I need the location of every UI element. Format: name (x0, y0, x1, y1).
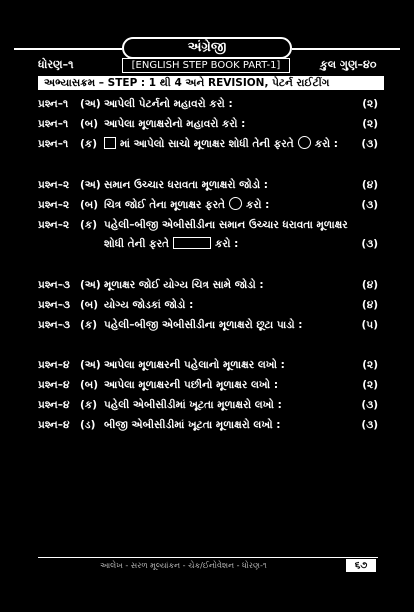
question-text (104, 236, 238, 252)
question-text-part: ચિત્ર જોઈ તેના મૂળાક્ષર ફરતે (104, 199, 225, 211)
question-row (38, 136, 378, 152)
question-sub: (બ) (80, 199, 99, 211)
footer-text: આલેખ - સરળ મૂલ્યાંકન - ચેક/ઈનોવેશન - ધોરણ-૧ (100, 561, 267, 570)
question-text: મૂળાક્ષર જોઈ યોગ્ય ચિત્ર સામે જોડો : (104, 279, 264, 291)
question-number: પ્રશ્ન–૧ (38, 118, 69, 130)
question-marks: (૪) (361, 179, 378, 191)
question-number: પ્રશ્ન–૪ (38, 419, 70, 431)
question-text-part: માં આપેલો સાચો મૂળાક્ષર શોધી તેની ફરતે (120, 138, 294, 150)
question-text: આપેલા મૂળાક્ષરોનો મહાવરો કરો : (104, 118, 246, 130)
question-text-part: કરો : (246, 199, 270, 211)
question-marks: (૩) (361, 399, 378, 411)
question-sub: (ક) (80, 319, 98, 331)
question-text: આપેલી પેટર્નનો મહાવરો કરો : (104, 98, 233, 110)
question-text-part: કરો : (215, 238, 239, 250)
question-number: પ્રશ્ન–૩ (38, 299, 70, 311)
question-row (38, 357, 378, 373)
question-row (38, 317, 378, 333)
question-text (104, 197, 269, 213)
question-row (38, 297, 378, 313)
question-row (38, 397, 378, 413)
question-marks: (૫) (361, 319, 378, 331)
question-number: પ્રશ્ન–૪ (38, 359, 70, 371)
question-number: પ્રશ્ન–૩ (38, 279, 70, 291)
syllabus-bar: અભ્યાસક્રમ – STEP : 1 થી 4 અને REVISION, પેટર્ન રાઈટીંગ (38, 76, 384, 90)
page-number: ૬૭ (346, 559, 376, 572)
question-marks: (૨) (362, 359, 378, 371)
question-text: પહેલી–બીજી એબીસીડીના મૂળાક્ષરો છૂટા પાડો : (104, 319, 303, 331)
standard-label: ધોરણ–૧ (38, 58, 74, 71)
question-sub: (બ) (80, 299, 99, 311)
question-sub: (ક) (80, 399, 98, 411)
question-number: પ્રશ્ન–૧ (38, 98, 69, 110)
question-sub: (અ) (80, 98, 101, 110)
question-row (38, 177, 378, 193)
question-text-part: શોધી તેની ફરતે (104, 238, 170, 250)
question-sub: (બ) (80, 118, 99, 130)
rectangle-box-icon (173, 237, 211, 249)
question-marks: (૩) (361, 238, 378, 250)
page-title: અંગ્રેજી (122, 37, 292, 59)
question-number: પ્રશ્ન–૧ (38, 138, 69, 150)
question-text: સમાન ઉચ્ચાર ધરાવતા મૂળાક્ષરો જોડો : (104, 179, 268, 191)
square-box-icon (104, 137, 116, 149)
question-text-part: કરો : (314, 138, 339, 150)
question-marks: (૩) (361, 419, 378, 431)
question-text (104, 136, 338, 152)
question-number: પ્રશ્ન–૩ (38, 319, 70, 331)
question-number: પ્રશ્ન–૪ (38, 399, 70, 411)
question-row-continued (38, 236, 378, 252)
question-marks: (૨) (362, 98, 378, 110)
question-row (38, 217, 378, 233)
question-text: પહેલી–બીજી એબીસીડીના સમાન ઉચ્ચાર ધરાવતા મૂળાક્ષર (104, 219, 348, 231)
question-row (38, 197, 378, 213)
question-text: આપેલા મૂળાક્ષરની પછીનો મૂળાક્ષર લખો : (104, 379, 279, 391)
question-marks: (૨) (362, 118, 378, 130)
question-sub: (બ) (80, 379, 99, 391)
footer-divider (38, 557, 378, 558)
question-text: યોગ્ય જોડકાં જોડો : (104, 299, 194, 311)
total-marks: કુલ ગુણ–૪૦ (320, 58, 377, 71)
question-sub: (અ) (80, 359, 101, 371)
question-number: પ્રશ્ન–૨ (38, 179, 70, 191)
question-sub: (અ) (80, 279, 101, 291)
book-subtitle: [ENGLISH STEP BOOK PART-1] (122, 58, 290, 73)
question-sub: (અ) (80, 179, 101, 191)
question-marks: (૪) (361, 279, 378, 291)
question-sub: (ડ) (80, 419, 96, 431)
circle-icon (298, 136, 311, 149)
question-number: પ્રશ્ન–૪ (38, 379, 70, 391)
question-number: પ્રશ્ન–૨ (38, 199, 70, 211)
question-text: આપેલા મૂળાક્ષરની પહેલાનો મૂળાક્ષર લખો : (104, 359, 285, 371)
circle-icon (229, 197, 242, 210)
question-marks: (૪) (361, 299, 378, 311)
question-number: પ્રશ્ન–૨ (38, 219, 70, 231)
question-row (38, 277, 378, 293)
question-row (38, 116, 378, 132)
question-row (38, 417, 378, 433)
question-sub: (ક) (80, 219, 98, 231)
question-sub: (ક) (80, 138, 98, 150)
question-marks: (૩) (361, 199, 378, 211)
question-text: પહેલી એબીસીડીમાં ખૂટતા મૂળાક્ષરો લખો : (104, 399, 282, 411)
question-marks: (૩) (361, 138, 378, 150)
question-text: બીજી એબીસીડીમાં ખૂટતા મૂળાક્ષરો લખો : (104, 419, 281, 431)
question-row (38, 377, 378, 393)
question-marks: (૨) (362, 379, 378, 391)
question-row (38, 96, 378, 112)
